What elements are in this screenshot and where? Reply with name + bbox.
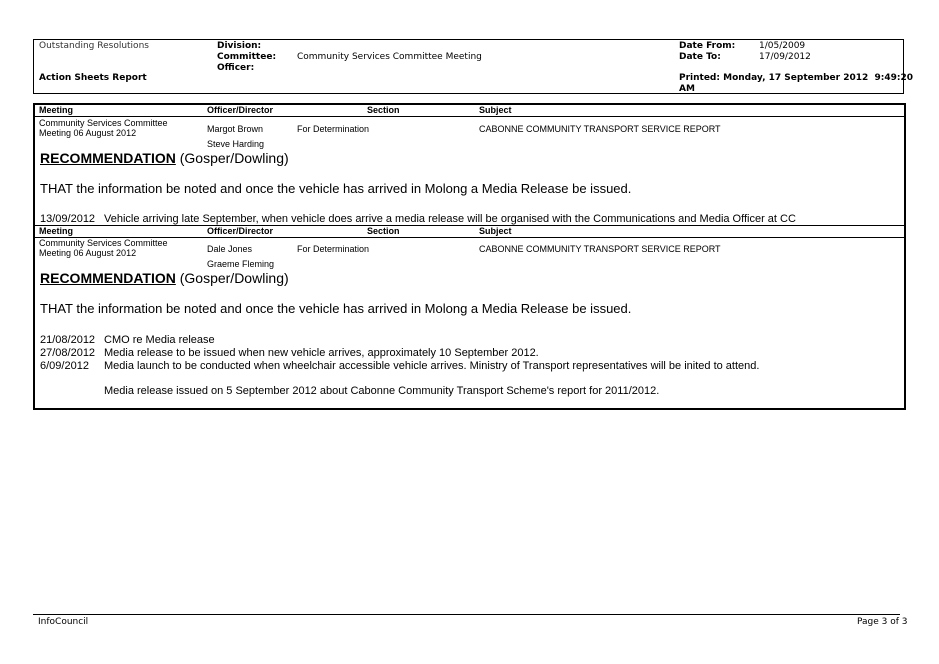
division-label: Division: bbox=[217, 41, 262, 51]
date-to-label: Date To: bbox=[679, 52, 721, 62]
action-date: 27/08/2012 bbox=[40, 347, 96, 359]
action-text: Vehicle arriving late September, when vehicle does arrive a media release will be organised with the Communications and Media Officer at CC bbox=[104, 213, 796, 225]
meeting-line2: Meeting 06 August 2012 bbox=[39, 128, 137, 138]
action-note: Media release issued on 5 September 2012 about Cabonne Community Transport Scheme's report for 2011/2012. bbox=[104, 385, 660, 397]
resolution-text: THAT the information be noted and once the vehicle has arrived in Molong a Media Release be issued. bbox=[40, 301, 632, 316]
action-date: 21/08/2012 bbox=[40, 334, 96, 346]
column-header bbox=[35, 226, 904, 238]
officer-primary: Margot Brown bbox=[207, 124, 264, 134]
printed-label: Printed: bbox=[679, 73, 720, 83]
report-subtitle: Action Sheets Report bbox=[39, 73, 147, 83]
officer-label: Officer: bbox=[217, 63, 255, 73]
footer-divider bbox=[33, 614, 900, 615]
recommendation-label: RECOMMENDATION bbox=[40, 150, 176, 166]
printed-value: Monday, 17 September 2012 9:49:20 bbox=[723, 73, 914, 83]
officer-secondary: Graeme Fleming bbox=[207, 259, 275, 269]
recommendation-movers: (Gosper/Dowling) bbox=[179, 150, 289, 166]
printed-line bbox=[679, 73, 913, 83]
resolution-text: THAT the information be noted and once the vehicle has arrived in Molong a Media Release be issued. bbox=[40, 181, 632, 196]
section-value: For Determination bbox=[297, 124, 370, 134]
meeting-line2: Meeting 06 August 2012 bbox=[39, 248, 137, 258]
action-date: 6/09/2012 bbox=[40, 360, 89, 372]
column-header bbox=[35, 105, 904, 117]
committee-value: Community Services Committee Meeting bbox=[297, 52, 482, 62]
subject-value: CABONNE COMMUNITY TRANSPORT SERVICE REPORT bbox=[479, 244, 721, 254]
col-subject: Subject bbox=[479, 105, 512, 115]
date-to-value: 17/09/2012 bbox=[759, 52, 811, 62]
recommendation-heading bbox=[40, 270, 289, 286]
officer-secondary: Steve Harding bbox=[207, 139, 265, 149]
date-from-label: Date From: bbox=[679, 41, 736, 51]
officer-primary: Dale Jones bbox=[207, 244, 253, 254]
footer-page-number: Page 3 of 3 bbox=[857, 617, 908, 627]
committee-label: Committee: bbox=[217, 52, 277, 62]
recommendation-label: RECOMMENDATION bbox=[40, 270, 176, 286]
col-section: Section bbox=[367, 226, 400, 236]
date-from-value: 1/05/2009 bbox=[759, 41, 806, 51]
action-date: 13/09/2012 bbox=[40, 213, 96, 225]
recommendation-heading bbox=[40, 150, 289, 166]
records-box bbox=[33, 103, 906, 410]
action-text: Media launch to be conducted when wheelchair accessible vehicle arrives. Ministry of Transport representatives will be inited to attend. bbox=[104, 360, 760, 372]
col-section: Section bbox=[367, 105, 400, 115]
report-title: Outstanding Resolutions bbox=[39, 41, 149, 51]
meeting-line1: Community Services Committee bbox=[39, 238, 168, 248]
report-header bbox=[33, 39, 914, 94]
section-value: For Determination bbox=[297, 244, 370, 254]
col-meeting: Meeting bbox=[39, 226, 74, 236]
record-1 bbox=[35, 117, 904, 225]
col-officer: Officer/Director bbox=[207, 226, 274, 236]
col-officer: Officer/Director bbox=[207, 105, 274, 115]
printed-value-cont: AM bbox=[679, 84, 695, 94]
col-subject: Subject bbox=[479, 226, 512, 236]
recommendation-movers: (Gosper/Dowling) bbox=[179, 270, 289, 286]
meeting-line1: Community Services Committee bbox=[39, 118, 168, 128]
action-text: CMO re Media release bbox=[104, 334, 215, 346]
subject-value: CABONNE COMMUNITY TRANSPORT SERVICE REPORT bbox=[479, 124, 721, 134]
action-text: Media release to be issued when new vehicle arrives, approximately 10 September 2012. bbox=[104, 347, 539, 359]
record-2 bbox=[35, 238, 904, 408]
col-meeting: Meeting bbox=[39, 105, 74, 115]
footer-app-name: InfoCouncil bbox=[38, 617, 89, 627]
